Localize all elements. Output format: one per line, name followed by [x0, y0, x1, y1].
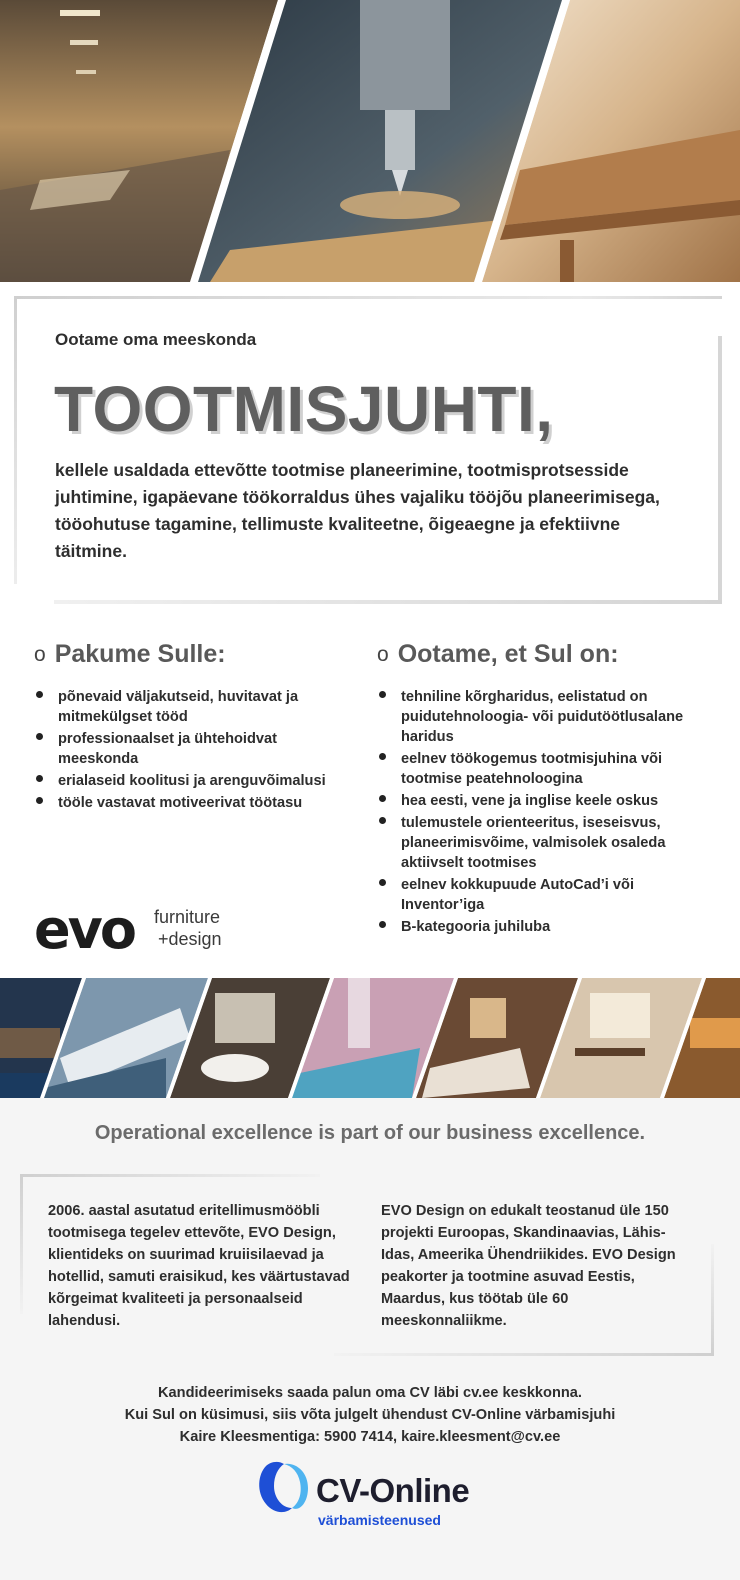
frame-divider: [14, 296, 722, 299]
bullet-dot-icon: [379, 817, 386, 824]
list-item-text: põnevaid väljakutseid, huvitavat ja mitmekülgset tööd: [58, 689, 299, 725]
circle-bullet-icon: o: [377, 642, 389, 666]
company-info-section: [0, 1098, 740, 1580]
cv-online-name: CV-Online: [316, 1472, 470, 1509]
offer-title: Pakume Sulle:: [54, 640, 226, 668]
list-item: [34, 771, 344, 791]
requirements-title: Ootame, et Sul on:: [397, 640, 619, 668]
requirements-section: [377, 640, 707, 939]
bullet-dot-icon: [36, 691, 43, 698]
list-item: [34, 793, 344, 813]
cv-online-logo: [256, 1458, 486, 1528]
list-item-text: eelnev kokkupuude AutoCad’i või Inventor’iga: [401, 877, 635, 913]
list-item: [377, 917, 707, 937]
list-item: [377, 875, 707, 915]
list-item-text: hea eesti, vene ja inglise keele oskus: [401, 793, 659, 809]
contact-line: Kui Sul on küsimusi, siis võta julgelt ühendust CV-Online värbamisjuhi: [124, 1407, 616, 1423]
cv-online-subtitle: värbamisteenused: [318, 1512, 441, 1528]
list-item-text: B-kategooria juhiluba: [401, 919, 551, 935]
offer-list: [34, 687, 344, 813]
requirements-list: [377, 687, 707, 937]
frame-divider: [711, 1244, 714, 1356]
evo-logo-mark: evo: [34, 898, 134, 961]
intro-box: [14, 296, 722, 604]
bullet-dot-icon: [379, 879, 386, 886]
bullet-dot-icon: [379, 753, 386, 760]
list-item-text: tulemustele orienteeritus, iseseisvus, planeerimisvõime, valmisolek osaleda aktiivselt tootmises: [401, 815, 666, 871]
bullet-dot-icon: [379, 795, 386, 802]
job-title-headline: TOOTMISJUHTI,: [54, 373, 554, 445]
requirements-heading: [377, 640, 707, 669]
frame-divider: [334, 1353, 714, 1356]
list-item-text: tööle vastavat motiveerivat töötasu: [58, 795, 303, 811]
list-item-text: tehniline kõrgharidus, eelistatud on puidutehnoloogia- või puidutöötlusalane haridus: [401, 689, 684, 745]
about-projects-text: EVO Design on edukalt teostanud üle 150 projekti Euroopas, Skandinaavias, Lähis-Idas, Ameerika Ühendriikides. EVO Design peakorter ja tootmine asuvad Eestis, Maardus, kus töötab üle 60 meeskonnaliikme.: [381, 1203, 676, 1329]
offer-section: [34, 640, 344, 815]
company-tagline: Operational excellence is part of our business excellence.: [94, 1122, 646, 1144]
bullet-dot-icon: [36, 797, 43, 804]
evo-logo-line1: furniture: [154, 907, 221, 927]
intro-kicker: Ootame oma meeskonda: [55, 330, 257, 349]
hero-photo-collage: [0, 0, 740, 282]
frame-divider: [14, 296, 17, 584]
bullet-dot-icon: [379, 691, 386, 698]
contact-line: Kandideerimiseks saada palun oma CV läbi cv.ee keskkonna.: [158, 1385, 582, 1401]
list-item: [377, 687, 707, 747]
list-item: [34, 729, 344, 769]
bullet-dot-icon: [379, 921, 386, 928]
cv-online-logo-icon: [256, 1458, 312, 1518]
evo-logo-line2: +design: [158, 929, 222, 949]
list-item: [377, 813, 707, 873]
contact-line[interactable]: Kaire Kleesmentiga: 5900 7414, kaire.kleesment@cv.ee: [179, 1429, 561, 1445]
evo-furniture-design-logo: [34, 898, 244, 961]
contact-info: [0, 1382, 740, 1448]
bullet-dot-icon: [36, 733, 43, 740]
frame-divider: [20, 1174, 320, 1177]
frame-divider: [718, 336, 722, 604]
list-item: [34, 687, 344, 727]
list-item: [377, 749, 707, 789]
about-company-text: 2006. aastal asutatud eritellimusmööbli tootmisega tegelev ettevõte, EVO Design, klientideks on suurimad kruiisilaevad ja hotellid, samuti eraisikud, kes väärtustavad kõrgeimat kvaliteeti ja personaalseid lahendusi.: [48, 1203, 350, 1329]
list-item-text: eelnev töökogemus tootmisjuhina või tootmise peatehnoloogina: [401, 751, 663, 787]
list-item: [377, 791, 707, 811]
offer-heading: [34, 640, 344, 669]
bullet-dot-icon: [36, 775, 43, 782]
list-item-text: professionaalset ja ühtehoidvat meeskonda: [58, 731, 277, 767]
job-description: kellele usaldada ettevõtte tootmise planeerimine, tootmisprotsesside juhtimine, igapäevane töökorraldus ühes vajaliku tööjõu planeerimisega, tööohutuse tagamine, tellimuste kvaliteetne, õigeaegne ja efektiivne täitmine.: [55, 460, 660, 561]
circle-bullet-icon: o: [34, 642, 46, 666]
frame-divider: [20, 1174, 23, 1314]
projects-photo-strip: [0, 978, 740, 1098]
list-item-text: erialaseid koolitusi ja arenguvõimalusi: [58, 773, 326, 789]
frame-divider: [54, 600, 722, 604]
about-box: [20, 1174, 714, 1356]
